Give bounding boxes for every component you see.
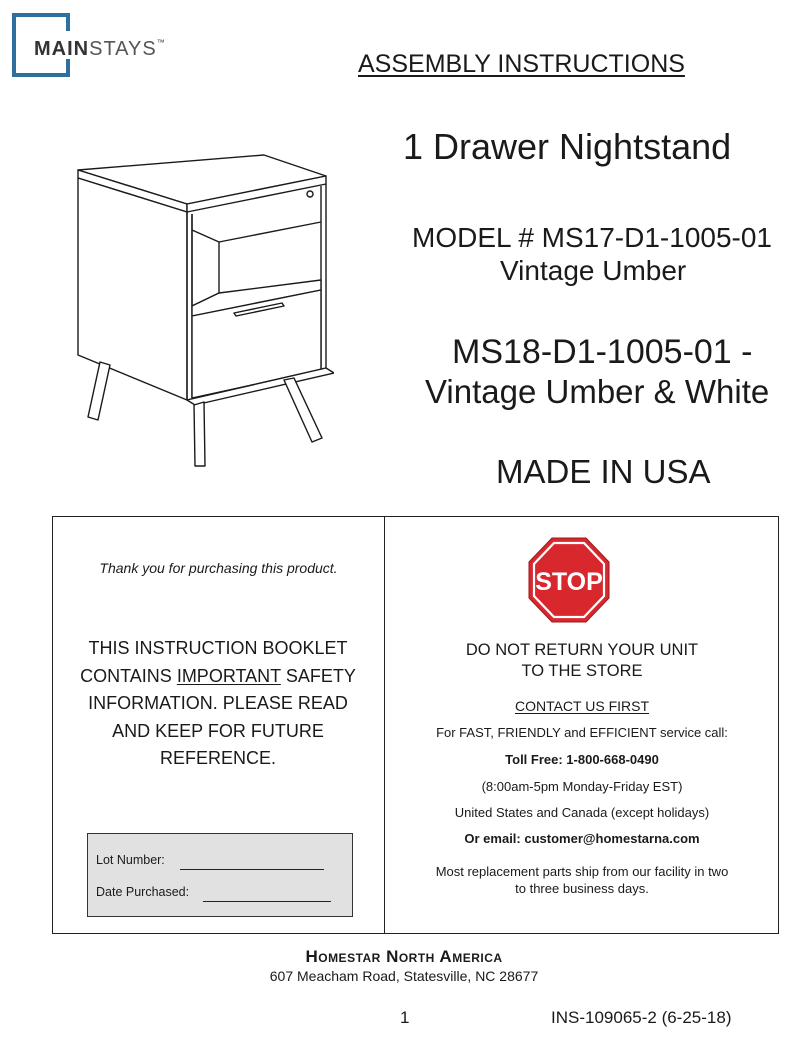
lot-info-box <box>87 833 353 917</box>
service-call-text: For FAST, FRIENDLY and EFFICIENT service call: <box>436 725 728 740</box>
page-number: 1 <box>400 1008 410 1027</box>
safety-line-1: THIS INSTRUCTION BOOKLET <box>88 638 348 658</box>
product-title: 1 Drawer Nightstand <box>403 126 732 167</box>
safety-line-4: AND KEEP FOR FUTURE <box>112 720 324 741</box>
service-regions: United States and Canada (except holidays) <box>454 805 710 820</box>
contact-email: Or email: customer@homestarna.com <box>464 831 700 846</box>
date-purchased-label: Date Purchased: <box>96 885 190 899</box>
no-return-line-1: DO NOT RETURN YOUR UNIT <box>465 641 699 659</box>
model-finish-1: Vintage Umber <box>500 255 687 286</box>
assembly-heading: ASSEMBLY INSTRUCTIONS <box>358 50 685 78</box>
safety-line-2-pre: CONTAINS <box>80 665 177 686</box>
logo-wordmark <box>34 38 166 61</box>
mainstays-logo <box>12 13 192 83</box>
thank-you-note: Thank you for purchasing this product. <box>99 560 338 576</box>
logo-frame-right-top <box>66 13 70 31</box>
document-code: INS-109065-2 (6-25-18) <box>551 1008 732 1027</box>
safety-line-2-post: SAFETY <box>280 665 356 686</box>
service-hours: (8:00am-5pm Monday-Friday EST) <box>481 779 683 794</box>
stop-sign-icon <box>528 537 610 623</box>
model-number-2: MS18-D1-1005-01 - <box>452 333 753 371</box>
logo-light: STAYS <box>89 38 157 60</box>
safety-important: IMPORTANT <box>176 665 281 686</box>
model-finish-2: Vintage Umber & White <box>425 373 770 410</box>
nightstand-illustration <box>74 130 334 475</box>
safety-line-2 <box>60 663 376 691</box>
company-address: 607 Meacham Road, Statesville, NC 28677 <box>269 968 539 984</box>
stop-sign-text: STOP <box>535 568 603 596</box>
logo-bold: MAIN <box>34 38 90 60</box>
date-purchased-field <box>203 900 331 902</box>
safety-line-5: REFERENCE. <box>159 748 276 768</box>
model-number-1: MODEL # MS17-D1-1005-01 <box>412 222 773 253</box>
logo-frame-right-bottom <box>66 59 70 77</box>
safety-line-3: INFORMATION. PLEASE READ <box>88 693 348 713</box>
company-name: Homestar North America <box>305 947 503 966</box>
parts-note-line-1: Most replacement parts ship from our facility in two <box>435 864 729 879</box>
lot-number-label: Lot Number: <box>96 853 165 867</box>
made-in-label: MADE IN USA <box>496 453 711 490</box>
parts-note-line-2: to three business days. <box>515 881 649 896</box>
lot-number-field <box>180 868 324 870</box>
replacement-parts-note <box>385 863 779 897</box>
logo-trademark: ™ <box>156 38 166 47</box>
no-return-line-2: TO THE STORE <box>521 662 643 680</box>
toll-free-number: Toll Free: 1-800-668-0490 <box>505 752 659 767</box>
contact-us-heading: CONTACT US FIRST <box>514 698 650 714</box>
safety-notice <box>60 635 376 773</box>
